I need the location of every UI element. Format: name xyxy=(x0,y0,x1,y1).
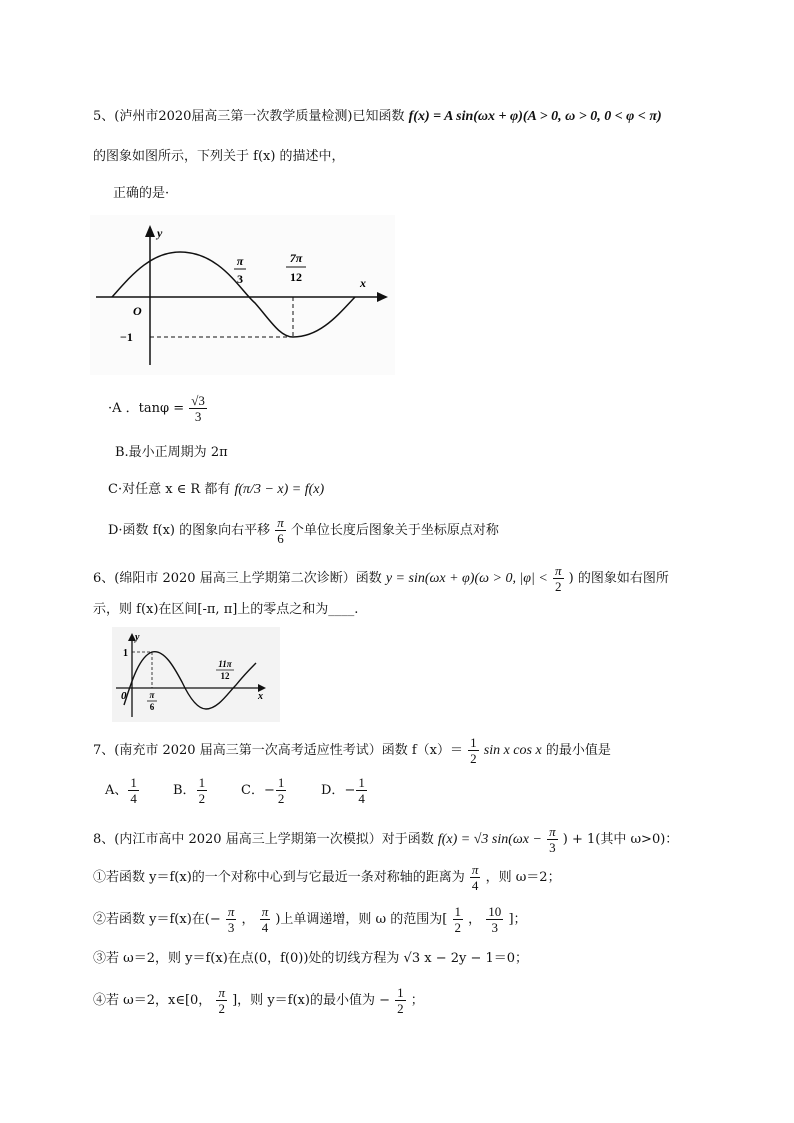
q7-fraction xyxy=(468,735,479,766)
q7-option-b-label: B． xyxy=(173,783,196,798)
q8-s1-den: 4 xyxy=(471,878,479,893)
q5-y-label: y xyxy=(157,226,163,240)
q5-x-label: x xyxy=(360,276,366,290)
q8-s2-frac1 xyxy=(226,904,237,935)
q7-option-a-num: 1 xyxy=(130,775,137,790)
q6-prefix: 6、(绵阳市 2020 届高三上学期第二次诊断）函数 xyxy=(93,571,382,586)
q8-formula-b: ) + 1(其中 ω>0)： xyxy=(562,832,679,847)
q5-origin-label: O xyxy=(133,304,142,318)
q8-s4-suffix: ； xyxy=(410,993,424,1008)
q8-s4-mid: ]，则 y＝f(x)的最小值为 − xyxy=(232,993,390,1008)
q6-graph xyxy=(112,627,280,722)
q7-suffix: 的最小值是 xyxy=(545,743,611,758)
q7-option-d-label: D． xyxy=(321,783,345,798)
q6-frac-num: π xyxy=(554,563,562,578)
q6-tick-a-den: 6 xyxy=(149,702,155,712)
q8-s2-mid3: ， xyxy=(468,912,482,927)
q5-option-d-suffix: 个单位长度后图象关于坐标原点对称 xyxy=(290,523,499,538)
q8-s4-frac2 xyxy=(395,985,406,1016)
q8-s2-prefix: ②若函数 y＝f(x)在(− xyxy=(93,912,221,927)
q8-s2-n3: 1 xyxy=(454,904,461,919)
q8-s1-suffix: ，则 ω＝2； xyxy=(485,870,561,885)
q6-fraction xyxy=(553,563,564,594)
q8-s4-den: 2 xyxy=(218,1001,225,1016)
q8-prefix: 8、(内江市高中 2020 届高三上学期第一次模拟）对于函数 xyxy=(93,832,434,847)
q5-tick-b-num: 7π xyxy=(289,251,303,265)
q7-prefix: 7、(南充市 2020 届高三第一次高考适应性考试）函数 f（x）＝ xyxy=(93,743,463,758)
q5-option-a-prefix: ·A ．tanφ = xyxy=(108,401,185,416)
q8-statement-4 xyxy=(93,985,424,1016)
q8-s2-frac4 xyxy=(486,904,503,935)
q6-tick-a-num: π xyxy=(149,690,155,700)
q8-formula-num: π xyxy=(549,824,556,839)
q5-option-b: B.最小正周期为 2π xyxy=(115,445,228,460)
q5-line3: 正确的是· xyxy=(113,186,170,201)
q6-one-label: 1 xyxy=(123,648,128,659)
q6-stem xyxy=(93,563,669,594)
q8-s2-d4: 3 xyxy=(491,920,499,935)
q7-options xyxy=(105,775,401,806)
q8-s2-mid: ， xyxy=(241,912,255,927)
q5-option-d-prefix: D·函数 f(x) 的图象向右平移 xyxy=(108,523,271,538)
q7-option-c-den: 2 xyxy=(277,791,285,806)
q8-formula-a: f(x) = √3 sin(ωx − xyxy=(437,832,542,847)
q7-option-c xyxy=(241,775,321,806)
q5-option-a-num: √3 xyxy=(191,393,205,408)
q8-s2-d3: 2 xyxy=(454,920,461,935)
q6-formula: y = sin(ωx + φ)(ω > 0, |φ| < xyxy=(385,571,548,586)
q8-s1-prefix: ①若函数 y＝f(x)的一个对称中心到与它最近一条对称轴的距离为 xyxy=(93,870,465,885)
q5-tick-a-num: π xyxy=(236,254,244,268)
q7-option-a xyxy=(105,775,173,806)
q7-suffix-math: sin x cos x xyxy=(483,743,542,758)
q5-option-c xyxy=(108,481,324,499)
q5-formula: f(x) = A sin(ωx + φ)(A > 0, ω > 0, 0 < φ < π) xyxy=(408,109,662,124)
q5-line2: 的图象如图所示，下列关于 f(x) 的描述中， xyxy=(93,149,345,164)
q7-option-d-fraction xyxy=(356,775,367,806)
q7-option-b-fraction xyxy=(197,775,208,806)
q8-s4-n2: 1 xyxy=(397,985,404,1000)
q7-option-d xyxy=(321,775,401,806)
q5-stem xyxy=(93,108,662,126)
q5-min-label: −1 xyxy=(120,330,133,344)
q8-s2-n2: π xyxy=(261,904,269,919)
q7-option-c-sign: − xyxy=(263,783,275,798)
q7-option-a-fraction xyxy=(128,775,139,806)
q8-s4-prefix: ④若 ω＝2，x∈[0， xyxy=(93,993,212,1008)
q7-option-d-sign: − xyxy=(344,783,356,798)
q8-statement-1 xyxy=(93,862,561,893)
q8-s1-num: π xyxy=(471,862,479,877)
q8-s2-d1: 3 xyxy=(227,920,235,935)
q7-option-c-fraction xyxy=(276,775,287,806)
q6-y-label: y xyxy=(135,632,140,643)
q6-frac-den: 2 xyxy=(554,579,562,594)
q8-statement-2 xyxy=(93,904,527,935)
q8-formula-fraction xyxy=(547,824,558,855)
q8-stem xyxy=(93,824,678,855)
q5-graph xyxy=(90,215,395,375)
q7-option-b-num: 1 xyxy=(198,775,206,790)
q7-option-a-label: A、 xyxy=(105,783,128,798)
q6-tick-b-num: 11π xyxy=(218,659,232,669)
q8-s2-n1: π xyxy=(227,904,235,919)
q8-s2-suffix: ]； xyxy=(508,912,527,927)
q8-statement-3: ③若 ω＝2，则 y＝f(x)在点(0，f(0))处的切线方程为 √3 x − 2y − 1＝0； xyxy=(93,951,529,966)
q8-formula-den: 3 xyxy=(549,840,556,855)
q5-option-a-fraction xyxy=(189,393,207,424)
q6-line2: 示，则 f(x)在区间[-π, π]上的零点之和为____. xyxy=(93,602,359,617)
q5-option-a xyxy=(108,393,208,424)
q8-s2-mid2: )上单调递增，则 ω 的范围为[ xyxy=(275,912,448,927)
q7-stem xyxy=(93,735,611,766)
q6-tick-b-den: 12 xyxy=(220,671,230,681)
q6-origin-label: 0 xyxy=(121,690,127,702)
q7-option-c-num: 1 xyxy=(277,775,285,790)
q7-option-b xyxy=(173,775,241,806)
q5-graph-bg xyxy=(90,215,395,375)
q5-option-a-den: 3 xyxy=(194,409,202,424)
q8-s2-n4: 10 xyxy=(488,904,502,919)
q8-s4-frac1 xyxy=(216,985,227,1016)
q5-option-d-fraction xyxy=(275,515,286,546)
q8-s2-frac3 xyxy=(453,904,464,935)
q5-tick-a-den: 3 xyxy=(237,272,243,286)
q5-tick-b-den: 12 xyxy=(290,270,302,284)
q7-option-d-den: 4 xyxy=(358,791,365,806)
q8-s4-d2: 2 xyxy=(397,1001,404,1016)
q7-option-b-den: 2 xyxy=(198,791,206,806)
q7-frac-den: 2 xyxy=(470,751,477,766)
q7-option-a-den: 4 xyxy=(130,791,137,806)
q5-option-c-formula: f(π/3 − x) = f(x) xyxy=(234,482,325,497)
q8-s2-d2: 4 xyxy=(261,920,269,935)
q8-s1-fraction xyxy=(470,862,481,893)
q6-suffix: ) 的图象如右图所 xyxy=(568,571,669,586)
q7-option-d-num: 1 xyxy=(358,775,365,790)
q8-s2-frac2 xyxy=(260,904,271,935)
q8-s4-num: π xyxy=(218,985,225,1000)
q5-option-d-num: π xyxy=(277,515,284,530)
q7-frac-num: 1 xyxy=(470,735,477,750)
q5-option-d xyxy=(108,515,499,546)
q7-option-c-label: C． xyxy=(241,783,264,798)
q5-option-c-prefix: C·对任意 x ∈ R 都有 xyxy=(108,482,231,497)
q5-option-d-den: 6 xyxy=(277,531,284,546)
q5-prefix: 5、(泸州市2020届高三第一次教学质量检测)已知函数 xyxy=(93,109,405,124)
q6-x-label: x xyxy=(258,691,263,702)
